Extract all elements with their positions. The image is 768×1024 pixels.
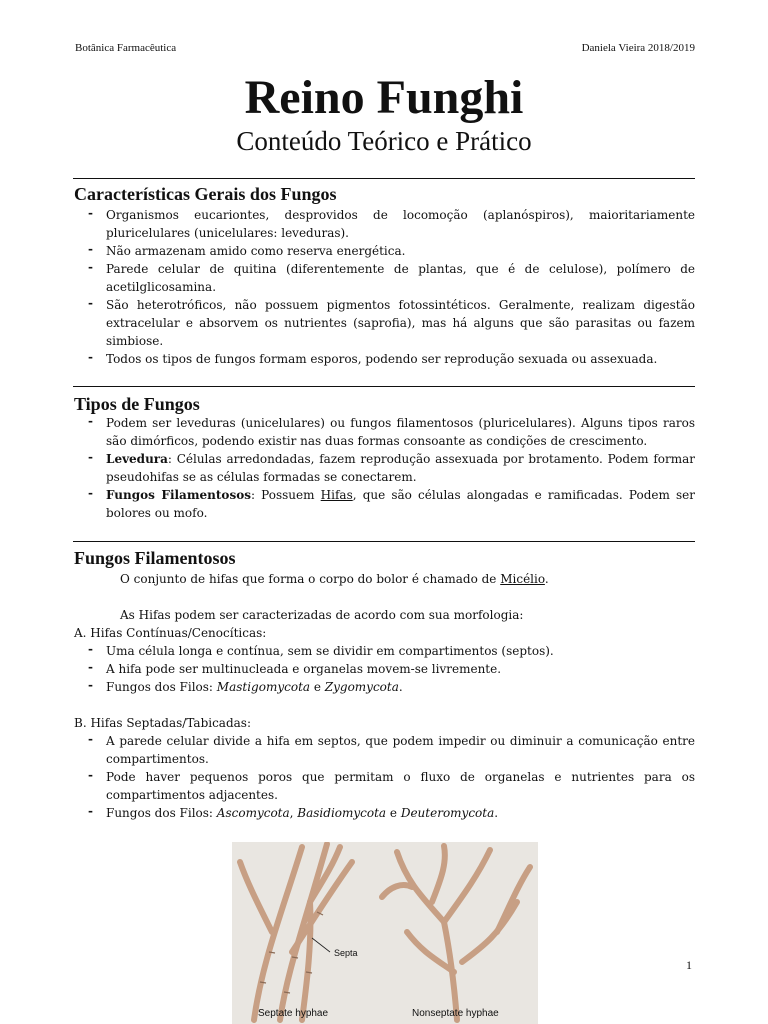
list-item: - Todos os tipos de fungos formam esporos, podendo ser reprodução sexuada ou assexuada. bbox=[74, 350, 695, 368]
text: Fungos dos Filos: bbox=[106, 806, 217, 820]
text: e bbox=[310, 680, 325, 694]
section-divider bbox=[73, 386, 695, 387]
text: : Células arredondadas, fazem reprodução assexuada por brotamento. Podem formar pseudohifas se as células formadas se conectarem. bbox=[106, 452, 695, 484]
section-body-tipos bbox=[74, 414, 695, 522]
hyphae-figure bbox=[232, 842, 538, 1024]
bullet-list bbox=[74, 642, 695, 696]
taxon: Mastigomycota bbox=[216, 680, 311, 694]
header-right: Daniela Vieira 2018/2019 bbox=[581, 42, 695, 54]
list-item: - A parede celular divide a hifa em septos, que podem impedir ou diminuir a comunicação entre compartimentos. bbox=[74, 732, 695, 768]
page-title: Reino Funghi bbox=[244, 71, 524, 124]
list-item bbox=[74, 678, 695, 696]
page-number: 1 bbox=[686, 958, 692, 972]
term-levedura: Levedura bbox=[106, 452, 168, 466]
text: : Possuem bbox=[250, 488, 321, 502]
text: O conjunto de hifas que forma o corpo do bolor é chamado de bbox=[120, 572, 501, 586]
bullet-list bbox=[74, 206, 695, 368]
list-item bbox=[74, 486, 695, 522]
list-label-b: B. Hifas Septadas/Tabicadas: bbox=[74, 716, 251, 730]
caption-nonseptate: Nonseptate hyphae bbox=[412, 1008, 499, 1019]
taxon: Zygomycota bbox=[324, 680, 399, 694]
paragraph bbox=[74, 570, 695, 588]
text: . bbox=[494, 806, 499, 820]
text: , bbox=[289, 806, 298, 820]
list-label-a: A. Hifas Contínuas/Cenocíticas: bbox=[74, 626, 267, 640]
taxon: Ascomycota bbox=[216, 806, 290, 820]
taxon: Basidiomycota bbox=[297, 806, 387, 820]
header-left: Botânica Farmacêutica bbox=[75, 42, 177, 54]
section-heading-tipos: Tipos de Fungos bbox=[74, 394, 200, 414]
section-divider bbox=[73, 178, 695, 179]
text: , que são células alongadas e ramificadas. Podem ser bolores ou mofo. bbox=[106, 488, 696, 520]
section-body-fungos-filamentosos bbox=[74, 570, 695, 822]
term-fungos-filamentosos: Fungos Filamentosos bbox=[106, 488, 251, 502]
text: . bbox=[398, 680, 403, 694]
section-divider bbox=[73, 541, 695, 542]
list-item bbox=[74, 804, 695, 822]
term-hifas: Hifas bbox=[320, 488, 353, 502]
term-micelio: Micélio bbox=[500, 572, 545, 586]
section-heading-caracteristicas: Características Gerais dos Fungos bbox=[74, 184, 337, 204]
hyphae-illustration bbox=[232, 842, 538, 1024]
list-item: - Uma célula longa e contínua, sem se dividir em compartimentos (septos). bbox=[74, 642, 695, 660]
list-item: - A hifa pode ser multinucleada e organelas movem-se livremente. bbox=[74, 660, 695, 678]
septa-label: Septa bbox=[334, 948, 358, 958]
section-heading-fungos-filamentosos: Fungos Filamentosos bbox=[74, 548, 236, 568]
list-item: - Pode haver pequenos poros que permitam o fluxo de organelas e nutrientes para os compartimentos adjacentes. bbox=[74, 768, 695, 804]
bullet-list bbox=[74, 414, 695, 522]
text: . bbox=[544, 572, 549, 586]
list-item: - Parede celular de quitina (diferentemente de plantas, que é de celulose), polímero de acetilglicosamina. bbox=[74, 260, 695, 296]
section-body-caracteristicas bbox=[74, 206, 695, 368]
text: e bbox=[386, 806, 401, 820]
list-item: - Organismos eucariontes, desprovidos de locomoção (aplanóspiros), maioritariamente pluricelulares (unicelulares: leveduras). bbox=[74, 206, 695, 242]
bullet-list bbox=[74, 732, 695, 822]
pointer-line bbox=[312, 938, 330, 952]
paragraph: As Hifas podem ser caracterizadas de acordo com sua morfologia: bbox=[120, 608, 524, 622]
list-item: - Podem ser leveduras (unicelulares) ou fungos filamentosos (pluricelulares). Alguns tipos raros são dimórficos, podendo existir nas duas formas consoante as condições de crescimento. bbox=[74, 414, 695, 450]
list-item: - São heterotróficos, não possuem pigmentos fotossintéticos. Geralmente, realizam digestão extracelular e absorvem os nutrientes (saprofia), mas há alguns que são parasitas ou fazem simbiose. bbox=[74, 296, 695, 350]
list-item: - Não armazenam amido como reserva energética. bbox=[74, 242, 695, 260]
list-item bbox=[74, 450, 695, 486]
caption-septate: Septate hyphae bbox=[258, 1008, 329, 1019]
page-subtitle: Conteúdo Teórico e Prático bbox=[236, 126, 532, 156]
taxon: Deuteromycota bbox=[400, 806, 495, 820]
text: Fungos dos Filos: bbox=[106, 680, 217, 694]
